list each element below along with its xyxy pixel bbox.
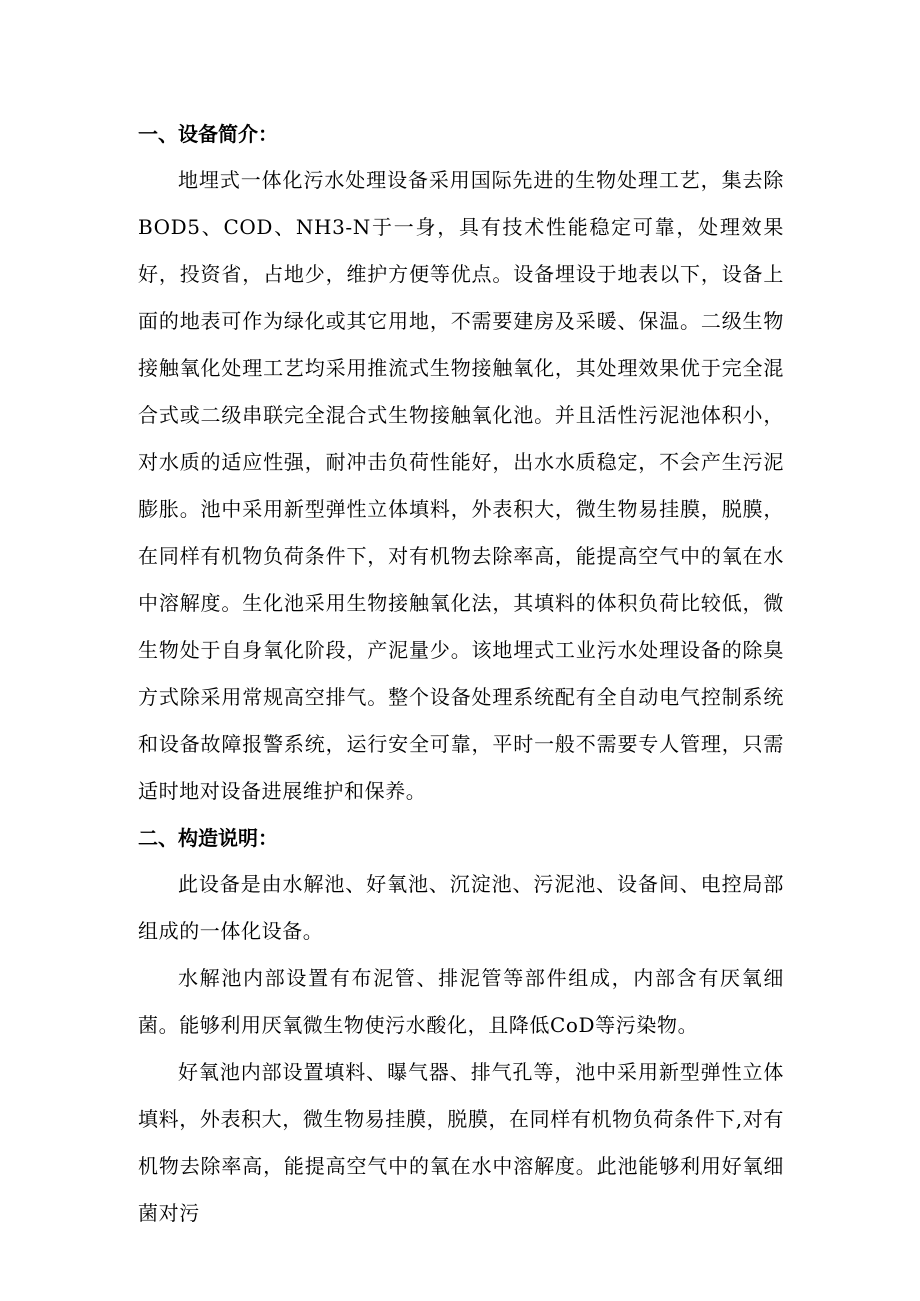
section-heading: 二、构造说明： — [138, 826, 278, 850]
paragraph: 此设备是由水解池、好氧池、沉淀池、污泥池、设备间、电控局部组成的一体化设备。 — [138, 872, 784, 943]
paragraph: 水解池内部设置有布泥管、排泥管等部件组成，内部含有厌氧细菌。能够利用厌氧微生物使污水酸化，且降低CoD等污染物。 — [138, 966, 784, 1037]
paragraph: 好氧池内部设置填料、曝气器、排气孔等，池中采用新型弹性立体填料，外表积大，微生物易挂膜，脱膜，在同样有机物负荷条件下,对有机物去除率高，能提高空气中的氧在水中溶解度。此池能够利用好氧细菌对污 — [138, 1060, 784, 1225]
section-equipment-intro — [138, 111, 784, 815]
section-structure-description — [138, 815, 784, 1237]
paragraph: 地埋式一体化污水处理设备采用国际先进的生物处理工艺，集去除BOD5、COD、NH3-N于一身，具有技术性能稳定可靠，处理效果好，投资省，占地少，维护方便等优点。设备埋设于地表以下，设备上面的地表可作为绿化或其它用地，不需要建房及采暖、保温。二级生物接触氧化处理工艺均采用推流式生物接触氧化，其处理效果优于完全混合式或二级串联完全混合式生物接触氧化池。并且活性污泥池体积小，对水质的适应性强，耐冲击负荷性能好，出水水质稳定，不会产生污泥膨胀。池中采用新型弹性立体填料，外表积大，微生物易挂膜，脱膜，在同样有机物负荷条件下，对有机物去除率高，能提高空气中的氧在水中溶解度。生化池采用生物接触氧化法，其填料的体积负荷比较低，微生物处于自身氧化阶段，产泥量少。该地埋式工业污水处理设备的除臭方式除采用常规高空排气。整个设备处理系统配有全自动电气控制系统和设备故障报警系统，运行安全可靠，平时一般不需要专人管理，只需适时地对设备进展维护和保养。 — [138, 168, 784, 803]
document-page — [138, 111, 784, 1237]
section-heading: 一、设备简介： — [138, 122, 278, 146]
